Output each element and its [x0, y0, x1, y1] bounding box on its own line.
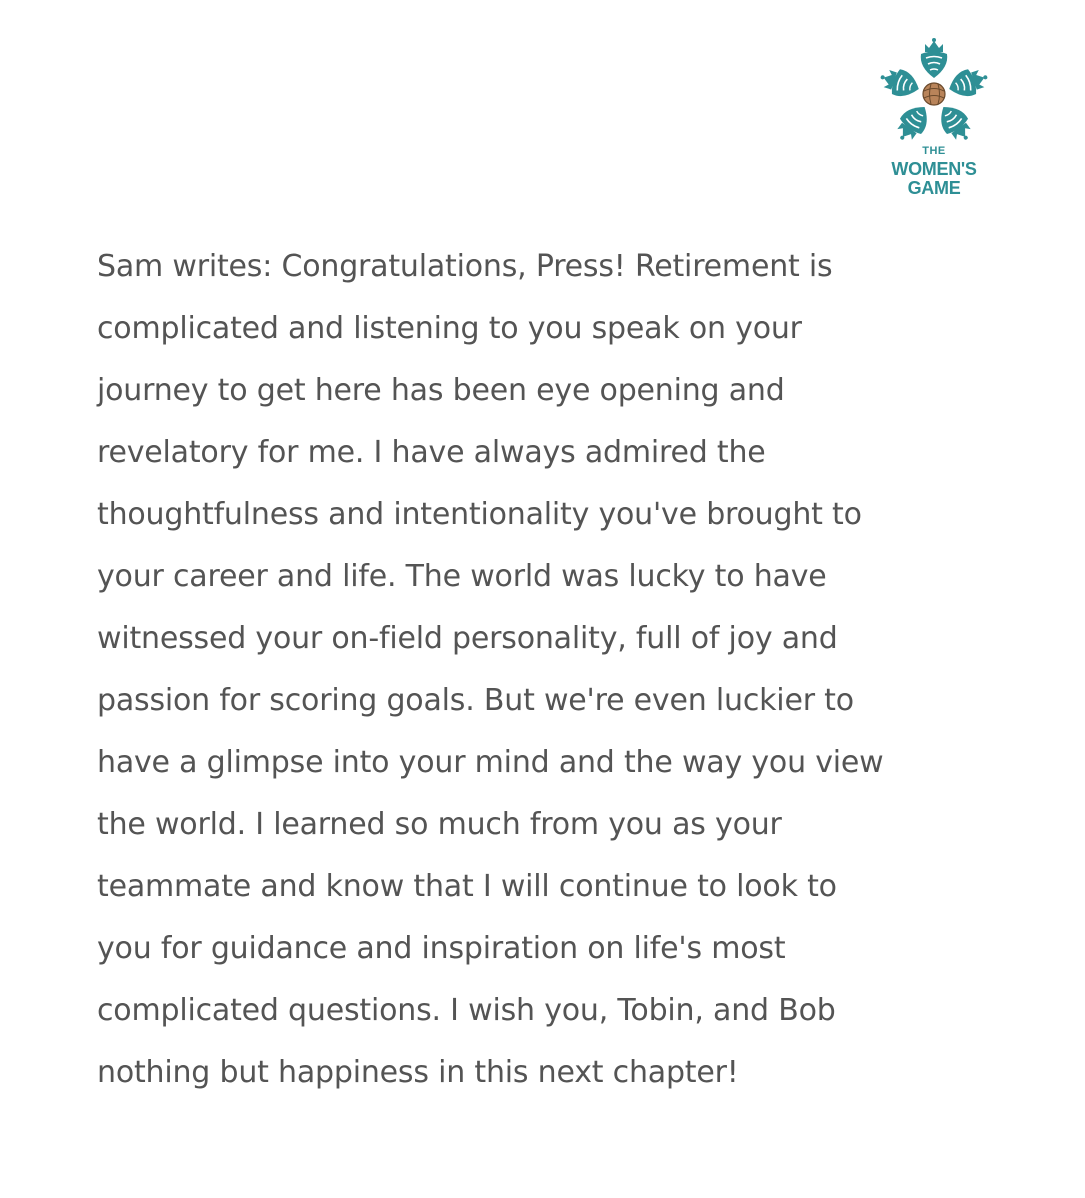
- logo-wordmark: [878, 146, 990, 198]
- logo-text-womens: WOMEN'S: [891, 159, 977, 179]
- crowned-football-emblem-icon: [878, 36, 990, 144]
- logo-text-the: THE: [922, 145, 946, 157]
- tribute-message: Sam writes: Congratulations, Press! Retirement is complicated and listening to you speak on your journey to get here has been eye opening and revelatory for me. I have always admired the thoughtfulness and intentionality you've brought to your career and life. The world was lucky to have witnessed your on-field personality, full of joy and passion for scoring goals. But we're even luckier to have a glimpse into your mind and the way you view the world. I learned so much from you as your teammate and know that I will continue to look to you for guidance and inspiration on life's most complicated questions. I wish you, Tobin, and Bob nothing but happiness in this next chapter!: [97, 249, 884, 1090]
- logo-text-game: GAME: [907, 178, 961, 198]
- brand-logo: [878, 36, 990, 206]
